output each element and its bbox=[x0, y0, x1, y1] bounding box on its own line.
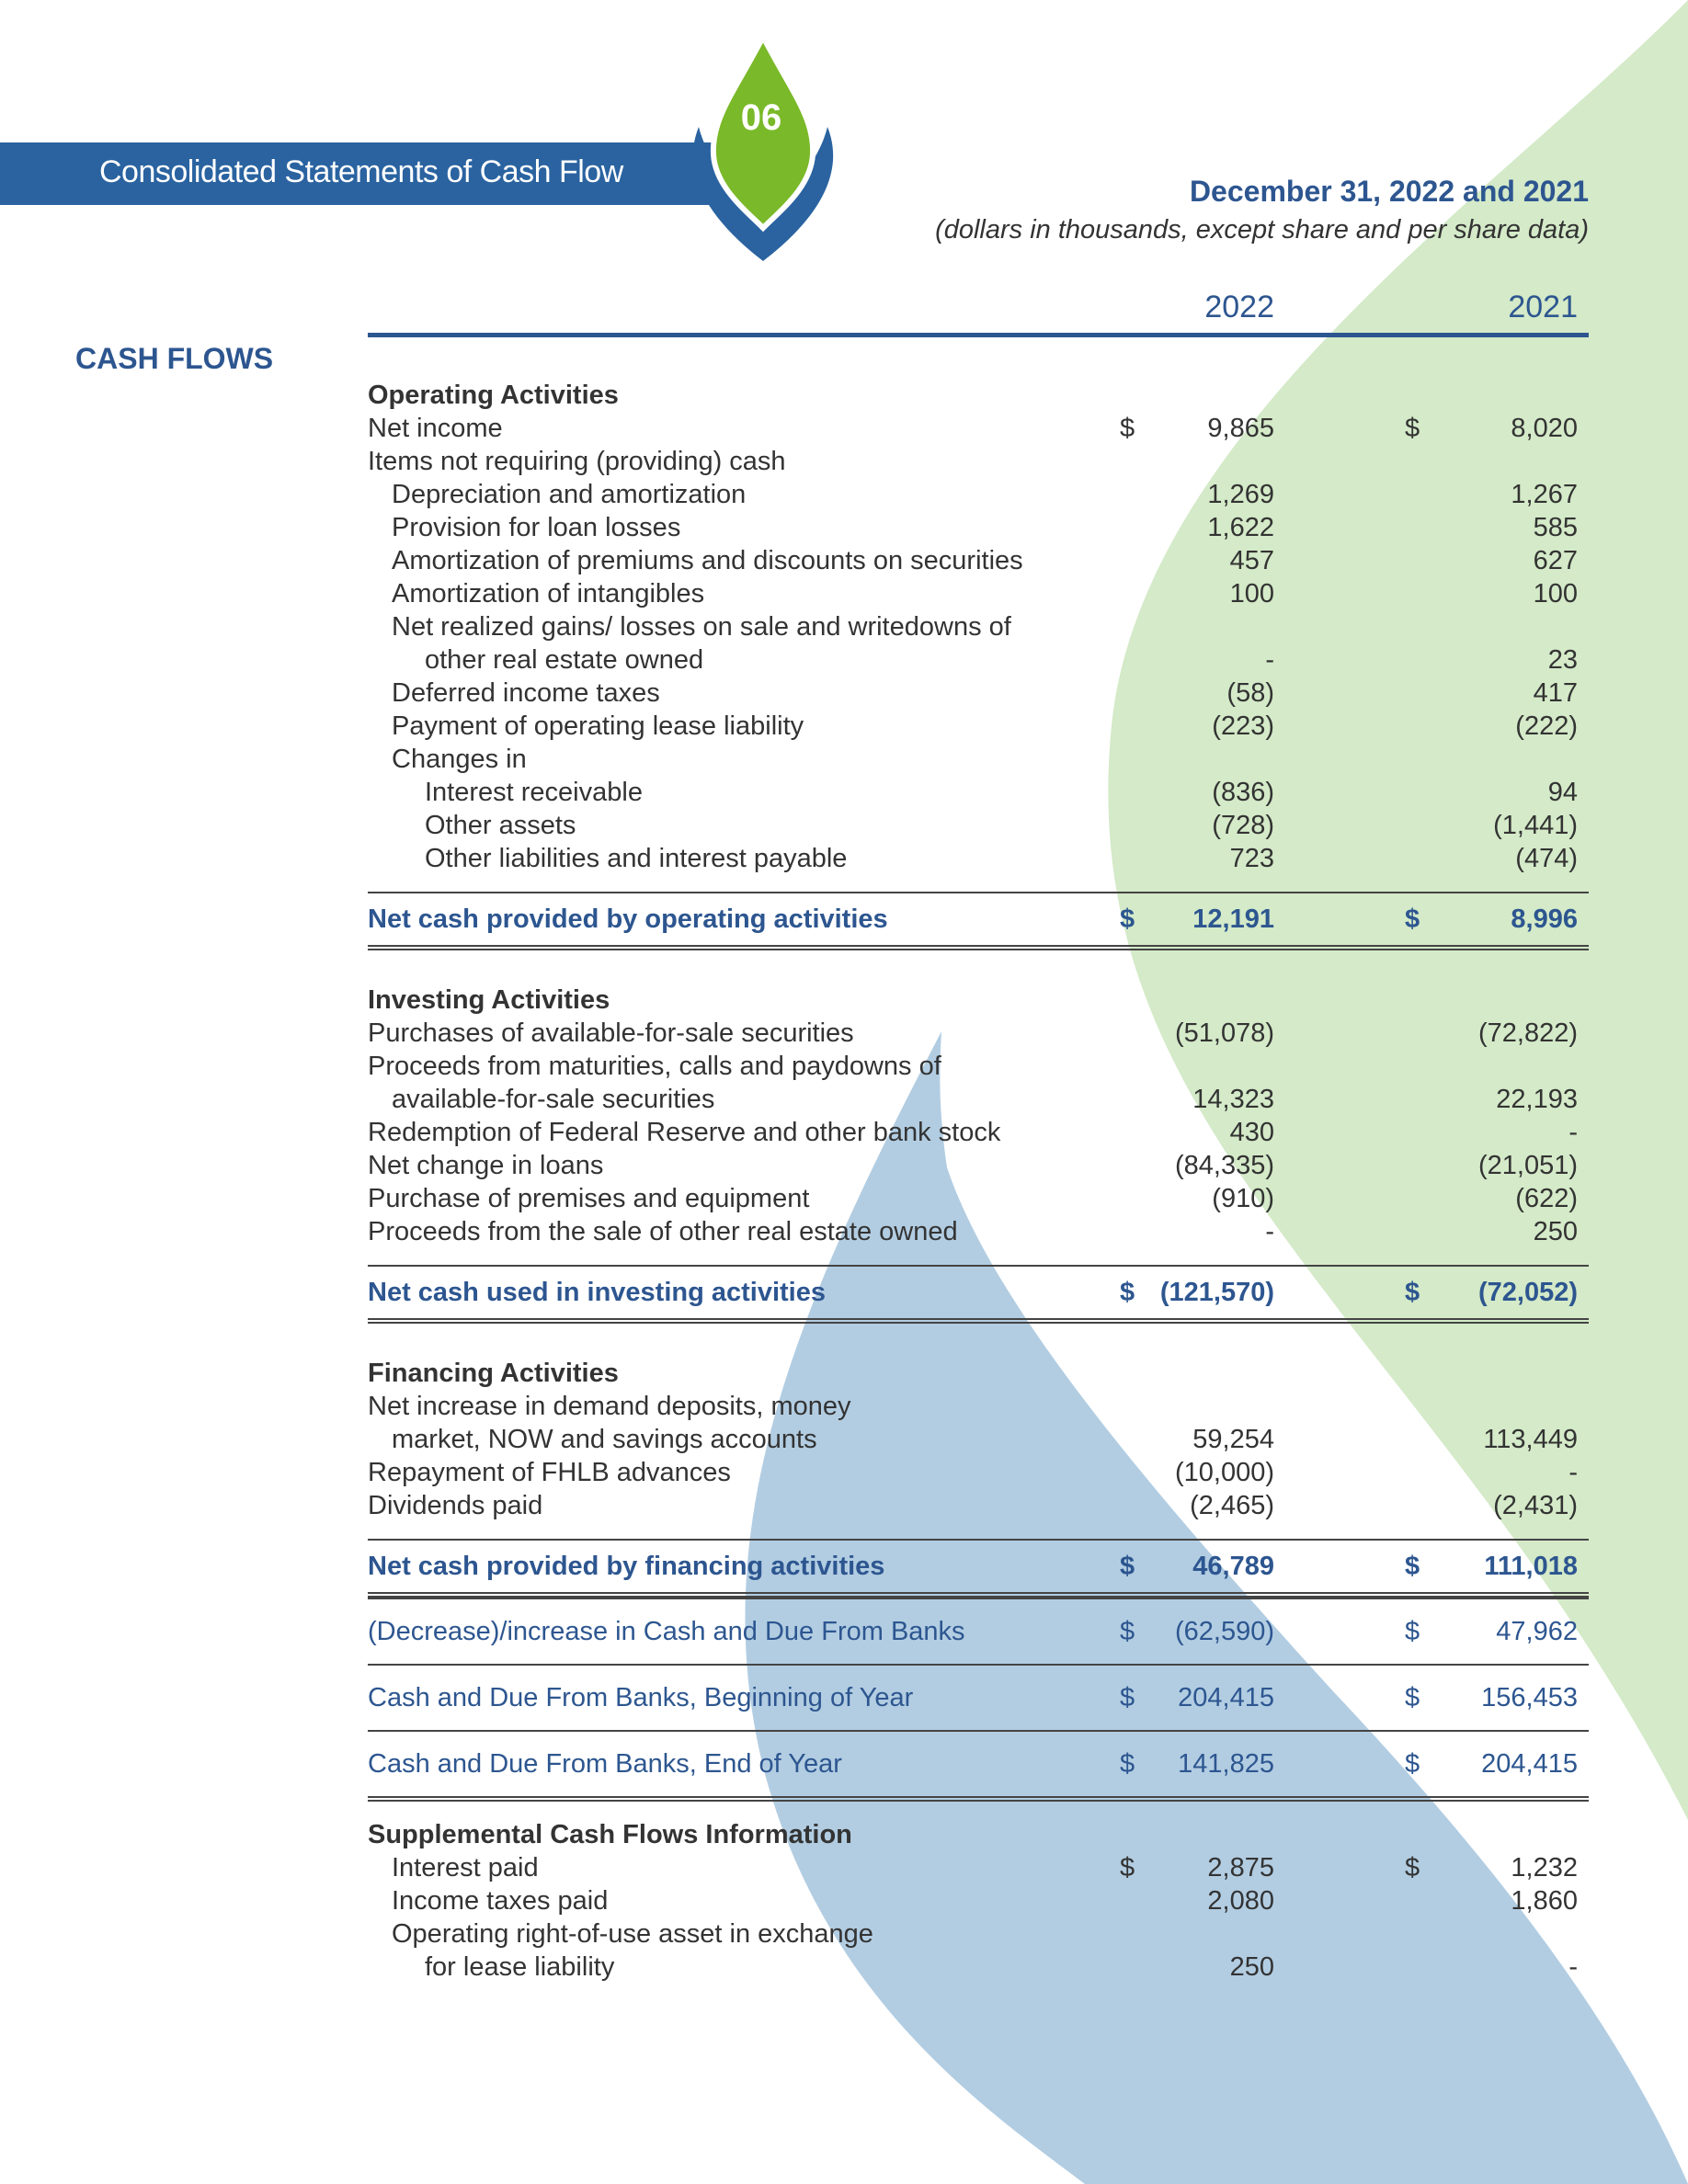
table-row bbox=[368, 1017, 1589, 1050]
cash-flow-table bbox=[368, 379, 1589, 1984]
report-date: December 31, 2022 and 2021 bbox=[1189, 175, 1589, 208]
row-value: 204,415 bbox=[1178, 1683, 1274, 1712]
table-row bbox=[368, 445, 1589, 478]
row-label: Amortization of intangibles bbox=[392, 579, 705, 609]
table-row bbox=[368, 1050, 1589, 1083]
table-row bbox=[368, 478, 1589, 511]
row-value: (72,822) bbox=[1477, 1018, 1578, 1048]
investing-heading bbox=[368, 984, 1589, 1017]
row-label: Deferred income taxes bbox=[392, 678, 660, 708]
table-row bbox=[368, 412, 1589, 445]
table-row bbox=[368, 1215, 1589, 1248]
table-row bbox=[368, 809, 1589, 842]
row-value: - bbox=[1568, 1952, 1578, 1982]
row-label: Amortization of premiums and discounts on securities bbox=[392, 546, 1023, 575]
row-value: 22,193 bbox=[1496, 1085, 1578, 1114]
table-row bbox=[368, 1083, 1589, 1116]
table-row bbox=[368, 1423, 1589, 1456]
currency-symbol: $ bbox=[1405, 1617, 1420, 1646]
financing-heading bbox=[368, 1357, 1589, 1390]
currency-symbol: $ bbox=[1405, 414, 1420, 443]
row-label: Net realized gains/ losses on sale and writedowns of bbox=[392, 612, 1011, 642]
row-value: (62,590) bbox=[1174, 1617, 1274, 1646]
row-label: Interest receivable bbox=[425, 778, 643, 807]
row-value: (121,570) bbox=[1159, 1278, 1274, 1307]
currency-symbol: $ bbox=[1405, 1749, 1420, 1779]
row-value: 141,825 bbox=[1178, 1749, 1274, 1779]
row-label: Net cash used in investing activities bbox=[368, 1278, 826, 1307]
row-label: Investing Activities bbox=[368, 985, 610, 1015]
currency-symbol: $ bbox=[1120, 1853, 1135, 1883]
row-label: Other assets bbox=[425, 811, 576, 840]
section-label: CASH FLOWS bbox=[75, 342, 274, 375]
currency-symbol: $ bbox=[1405, 904, 1420, 934]
page-title: Consolidated Statements of Cash Flow bbox=[99, 154, 623, 189]
table-row bbox=[368, 1851, 1589, 1884]
row-value: 100 bbox=[1533, 579, 1578, 609]
row-value: 250 bbox=[1533, 1217, 1578, 1246]
row-label: Changes in bbox=[392, 745, 527, 774]
row-value: (10,000) bbox=[1174, 1458, 1274, 1487]
row-label: Cash and Due From Banks, End of Year bbox=[368, 1749, 842, 1779]
table-row bbox=[368, 610, 1589, 643]
currency-symbol: $ bbox=[1120, 414, 1135, 443]
row-value: (223) bbox=[1212, 711, 1274, 741]
row-label: Interest paid bbox=[392, 1853, 539, 1883]
operating-total-row bbox=[368, 892, 1589, 950]
row-value: 94 bbox=[1547, 778, 1578, 807]
row-value: (474) bbox=[1515, 844, 1578, 873]
row-value: 12,191 bbox=[1192, 904, 1274, 934]
table-row bbox=[368, 776, 1589, 809]
row-value: 9,865 bbox=[1207, 414, 1274, 443]
row-value: 1,860 bbox=[1511, 1886, 1578, 1916]
row-label: Net change in loans bbox=[368, 1151, 604, 1180]
table-row bbox=[368, 577, 1589, 610]
row-value: (2,431) bbox=[1493, 1491, 1578, 1520]
row-value: (51,078) bbox=[1174, 1018, 1274, 1048]
row-label: Financing Activities bbox=[368, 1359, 619, 1388]
row-value: 1,622 bbox=[1207, 513, 1274, 542]
table-row bbox=[368, 743, 1589, 776]
currency-symbol: $ bbox=[1405, 1552, 1420, 1581]
currency-symbol: $ bbox=[1120, 1617, 1135, 1646]
row-label: Net cash provided by operating activities bbox=[368, 904, 888, 934]
row-label: other real estate owned bbox=[425, 645, 704, 675]
table-row bbox=[368, 1489, 1589, 1522]
row-value: 2,875 bbox=[1207, 1853, 1274, 1883]
table-row bbox=[368, 544, 1589, 577]
currency-symbol: $ bbox=[1120, 1552, 1135, 1581]
investing-total-row bbox=[368, 1265, 1589, 1324]
table-row bbox=[368, 842, 1589, 875]
summary-row-beginning bbox=[368, 1664, 1589, 1730]
currency-symbol: $ bbox=[1120, 1749, 1135, 1779]
table-row bbox=[368, 1149, 1589, 1182]
row-value: 156,453 bbox=[1481, 1683, 1578, 1712]
row-value: 2,080 bbox=[1207, 1886, 1274, 1916]
leaf-badge-icon bbox=[680, 35, 846, 261]
row-value: (2,465) bbox=[1190, 1491, 1274, 1520]
row-label: Operating right-of-use asset in exchange bbox=[392, 1919, 873, 1949]
row-label: (Decrease)/increase in Cash and Due From Banks bbox=[368, 1617, 965, 1646]
table-row bbox=[368, 1917, 1589, 1951]
row-value: 1,232 bbox=[1511, 1853, 1578, 1883]
row-label: Payment of operating lease liability bbox=[392, 711, 804, 741]
row-value: 14,323 bbox=[1192, 1085, 1274, 1114]
year-column-2022: 2022 bbox=[1204, 290, 1274, 324]
financing-total-row bbox=[368, 1539, 1589, 1598]
operating-heading bbox=[368, 379, 1589, 412]
row-value: (222) bbox=[1515, 711, 1578, 741]
row-label: Income taxes paid bbox=[392, 1886, 609, 1916]
year-column-2021: 2021 bbox=[1508, 290, 1578, 324]
row-value: 59,254 bbox=[1192, 1425, 1274, 1454]
supplemental-heading bbox=[368, 1818, 1589, 1851]
row-label: Supplemental Cash Flows Information bbox=[368, 1820, 852, 1849]
table-row bbox=[368, 1116, 1589, 1149]
row-value: 111,018 bbox=[1484, 1552, 1578, 1581]
row-label: Net increase in demand deposits, money bbox=[368, 1392, 851, 1421]
row-label: Items not requiring (providing) cash bbox=[368, 447, 786, 476]
row-value: (84,335) bbox=[1174, 1151, 1274, 1180]
row-value: 1,269 bbox=[1207, 480, 1274, 509]
row-value: 430 bbox=[1229, 1118, 1274, 1147]
currency-symbol: $ bbox=[1405, 1683, 1420, 1712]
row-value: 113,449 bbox=[1483, 1425, 1578, 1454]
row-value: (910) bbox=[1212, 1184, 1274, 1213]
row-value: - bbox=[1265, 645, 1274, 675]
row-label: Purchase of premises and equipment bbox=[368, 1184, 810, 1213]
row-value: - bbox=[1568, 1118, 1578, 1147]
row-label: Redemption of Federal Reserve and other bank stock bbox=[368, 1118, 1001, 1147]
row-label: Purchases of available-for-sale securities bbox=[368, 1018, 854, 1048]
row-value: 250 bbox=[1229, 1952, 1274, 1982]
row-label: Proceeds from the sale of other real estate owned bbox=[368, 1217, 958, 1246]
row-value: 417 bbox=[1533, 678, 1578, 708]
row-value: 100 bbox=[1229, 579, 1274, 609]
row-value: 457 bbox=[1229, 546, 1274, 575]
table-row bbox=[368, 677, 1589, 710]
row-value: (72,052) bbox=[1477, 1278, 1578, 1307]
row-label: Repayment of FHLB advances bbox=[368, 1458, 731, 1487]
table-row bbox=[368, 511, 1589, 544]
section-number-badge: 06 bbox=[740, 97, 782, 138]
table-row bbox=[368, 1390, 1589, 1423]
summary-row-end bbox=[368, 1730, 1589, 1802]
table-row bbox=[368, 1456, 1589, 1489]
row-label: Provision for loan losses bbox=[392, 513, 681, 542]
table-row bbox=[368, 1951, 1589, 1984]
row-label: Depreciation and amortization bbox=[392, 480, 747, 509]
currency-symbol: $ bbox=[1120, 1278, 1135, 1307]
row-value: (728) bbox=[1212, 811, 1274, 840]
row-label: Other liabilities and interest payable bbox=[425, 844, 848, 873]
row-value: (21,051) bbox=[1477, 1151, 1578, 1180]
table-row bbox=[368, 643, 1589, 677]
row-label: Dividends paid bbox=[368, 1491, 543, 1520]
row-value: 23 bbox=[1547, 645, 1578, 675]
currency-symbol: $ bbox=[1405, 1853, 1420, 1883]
table-row bbox=[368, 710, 1589, 743]
row-value: 204,415 bbox=[1481, 1749, 1578, 1779]
units-note: (dollars in thousands, except share and per share data) bbox=[935, 215, 1589, 245]
year-header-row bbox=[368, 285, 1589, 337]
table-row bbox=[368, 1182, 1589, 1215]
currency-symbol: $ bbox=[1120, 1683, 1135, 1712]
row-value: - bbox=[1568, 1458, 1578, 1487]
row-value: 627 bbox=[1533, 546, 1578, 575]
row-value: 723 bbox=[1229, 844, 1274, 873]
row-value: 1,267 bbox=[1511, 480, 1578, 509]
row-value: 585 bbox=[1533, 513, 1578, 542]
row-label: available-for-sale securities bbox=[392, 1085, 715, 1114]
row-label: market, NOW and savings accounts bbox=[392, 1425, 817, 1454]
row-value: 47,962 bbox=[1496, 1617, 1578, 1646]
row-label: Proceeds from maturities, calls and paydowns of bbox=[368, 1052, 941, 1081]
table-row bbox=[368, 1884, 1589, 1917]
row-value: 8,996 bbox=[1511, 904, 1578, 934]
row-value: (622) bbox=[1515, 1184, 1578, 1213]
row-value: 46,789 bbox=[1192, 1552, 1274, 1581]
row-value: (58) bbox=[1226, 678, 1274, 708]
currency-symbol: $ bbox=[1405, 1278, 1420, 1307]
row-value: (1,441) bbox=[1493, 811, 1578, 840]
row-value: - bbox=[1265, 1217, 1274, 1246]
row-label: Net income bbox=[368, 414, 503, 443]
row-value: 8,020 bbox=[1511, 414, 1578, 443]
row-value: (836) bbox=[1212, 778, 1274, 807]
currency-symbol: $ bbox=[1120, 904, 1135, 934]
summary-row-change bbox=[368, 1598, 1589, 1664]
row-label: Net cash provided by financing activities bbox=[368, 1552, 885, 1581]
row-label: for lease liability bbox=[425, 1952, 615, 1982]
row-label: Cash and Due From Banks, Beginning of Year bbox=[368, 1683, 914, 1712]
row-label: Operating Activities bbox=[368, 381, 619, 410]
